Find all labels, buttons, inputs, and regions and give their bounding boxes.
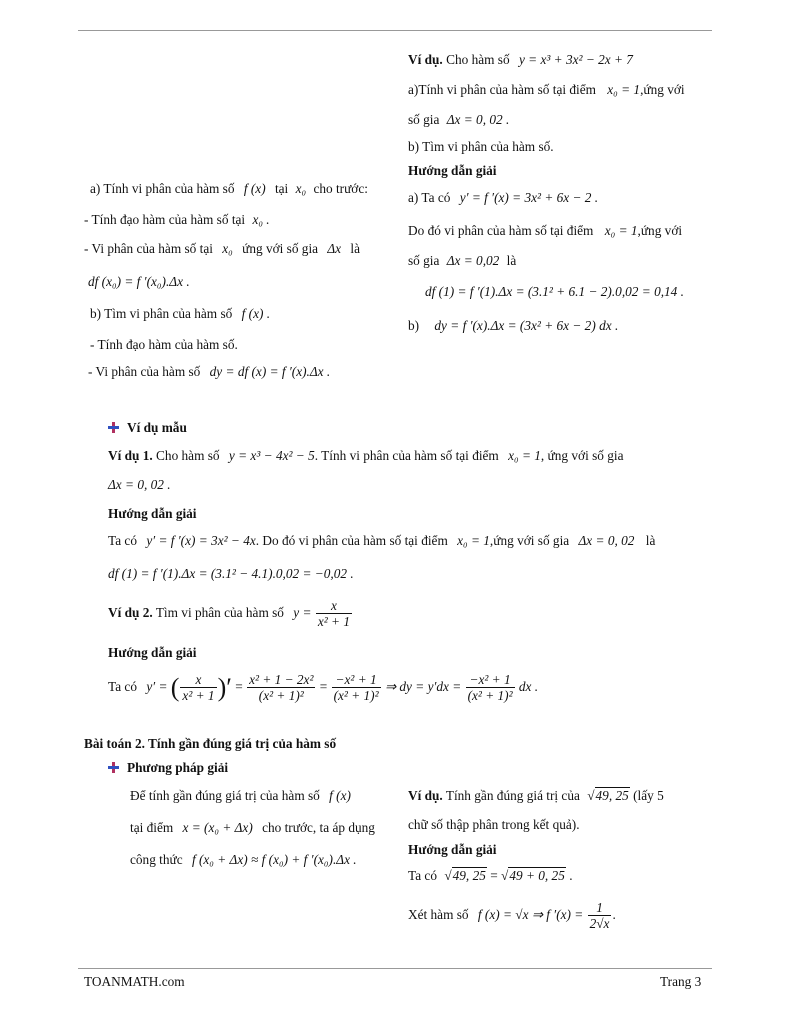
fraction [247, 672, 315, 704]
math: Δx = 0, 02 [578, 533, 635, 548]
numerator: 1 [588, 900, 612, 916]
text: Tìm vi phân của hàm số [155, 604, 284, 620]
ex1-dx [108, 477, 171, 493]
ex1-statement [108, 448, 708, 464]
math: dy = df (x) = f ′(x).Δx . [209, 364, 331, 379]
footer-site: TOANMATH.com [84, 974, 185, 989]
math: = [235, 678, 243, 694]
left-l2 [84, 241, 360, 257]
section-bai-toan-2: Bài toán 2. Tính gần đúng giá trị của hàm số [84, 736, 337, 751]
numerator: −x² + 1 [332, 672, 381, 688]
example-label: Ví dụ. [408, 52, 443, 67]
fraction [316, 598, 352, 630]
math: Δx = 0, 02 . [446, 112, 510, 127]
text: - Vi phân của hàm số [88, 364, 201, 379]
text: tại [274, 181, 289, 196]
denominator: x² + 1 [182, 688, 215, 704]
text: cho trước, ta áp dụng [262, 820, 375, 835]
math: f (x) [243, 181, 266, 196]
pp-right-guide: Hướng dẫn giải [408, 842, 497, 857]
right-sol-dodo [408, 223, 682, 239]
paren: )′ [217, 672, 232, 702]
math: df (1) = f ′(1).Δx = (3.1² + 6.1 − 2).0,02 = 0,14 . [425, 284, 684, 299]
text: tại điểm [130, 820, 174, 835]
math: x₀ = 1 [508, 448, 541, 463]
ex1-sol1 [108, 533, 655, 549]
pp-right-l3 [408, 868, 573, 884]
right-part-a-line1 [408, 82, 685, 98]
bullet-icon [108, 422, 119, 433]
text: . Tính vi phân của hàm số tại điểm [314, 448, 499, 463]
math: y′ = [146, 678, 168, 694]
bullet-icon [108, 762, 119, 773]
math: x₀ . [252, 212, 270, 227]
text: số gia [408, 112, 440, 127]
text: công thức [130, 852, 183, 867]
math: √49, 25 [444, 868, 486, 883]
numerator: x [180, 672, 216, 688]
pp-left-l1 [130, 788, 351, 804]
fraction [466, 672, 515, 704]
denominator: x² + 1 [317, 614, 350, 630]
text: ứng với số gia [242, 241, 319, 256]
fraction [588, 900, 612, 932]
text: Để tính gần đúng giá trị của hàm số [130, 788, 320, 803]
math: Δx = 0, 02 . [108, 477, 171, 492]
text: Ví dụ mẫu [127, 420, 187, 435]
label: Ví dụ. [408, 788, 443, 803]
section-phuong-phap [108, 760, 228, 776]
numerator: x² + 1 − 2x² [249, 672, 314, 687]
math: f (x) . [241, 306, 271, 321]
text: Phương pháp giải [127, 760, 229, 775]
text: (lấy 5 [633, 788, 664, 803]
math: f (x₀ + Δx) ≈ f (x₀) + f ′(x₀).Δx . [191, 852, 357, 867]
math: 49, 25 [595, 788, 629, 803]
text: Ta có [108, 678, 137, 694]
math: = [319, 678, 328, 694]
denominator: (x² + 1)² [258, 688, 304, 704]
math: x₀ = 1 [607, 82, 641, 97]
math: ⇒ dy = y′dx = [384, 678, 462, 694]
text: ,ứng với số gia [489, 533, 570, 548]
text: Ta có [108, 533, 137, 548]
text: ,ứng với [640, 82, 685, 97]
right-guide-heading: Hướng dẫn giải [408, 163, 497, 178]
right-part-b: b) Tìm vi phân của hàm số. [408, 139, 554, 154]
left-l3 [88, 274, 190, 290]
math: . [569, 868, 573, 883]
ex1-sol2 [108, 566, 354, 582]
pp-right-l2: chữ số thập phân trong kết quả). [408, 817, 580, 832]
text: a)Tính vi phân của hàm số tại điểm [408, 82, 596, 97]
ex2-solution [108, 672, 538, 704]
math: = [490, 868, 498, 883]
fraction [180, 672, 216, 704]
right-sol-a [408, 190, 598, 206]
text: ,ứng với [637, 223, 683, 238]
ex1-guide: Hướng dẫn giải [108, 506, 197, 521]
math: Δx [327, 241, 342, 256]
text: là [506, 253, 517, 268]
math: x₀ [295, 181, 307, 196]
text: số gia [408, 253, 440, 268]
denominator: (x² + 1)² [467, 688, 513, 704]
text: Xét hàm số [408, 906, 469, 922]
denominator: (x² + 1)² [333, 688, 379, 704]
left-b-line [90, 306, 270, 322]
math: df (1) = f ′(1).Δx = (3.1² − 4.1).0,02 = −0,02 . [108, 566, 354, 581]
math: x₀ = 1 [457, 533, 490, 548]
math: x₀ = 1 [604, 223, 638, 238]
right-sol-b [408, 318, 618, 334]
text: . Do đó vi phân của hàm số tại điểm [255, 533, 448, 548]
numerator: x [316, 598, 352, 614]
left-l1 [84, 212, 270, 228]
text: Ta có [408, 868, 437, 883]
math: 49 + 0, 25 [509, 868, 565, 883]
right-example-heading [408, 52, 633, 68]
math: x = (x₀ + Δx) [182, 820, 253, 835]
text: là [350, 241, 361, 256]
pp-right-l4 [408, 900, 616, 932]
text: b) [408, 318, 420, 333]
left-a-line [90, 181, 368, 197]
ex2-guide: Hướng dẫn giải [108, 645, 197, 660]
label: Ví dụ 2. [108, 604, 153, 620]
left-l5 [88, 364, 330, 380]
text: Tính gần đúng giá trị của [445, 788, 580, 803]
footer-page-number: Trang 3 [660, 974, 702, 989]
right-sol-df [425, 284, 684, 300]
right-part-a-line2 [408, 112, 509, 128]
label: Ví dụ 1. [108, 448, 153, 463]
text: b) Tìm vi phân của hàm số [90, 306, 233, 321]
footer-rule [78, 968, 712, 969]
math: . [612, 906, 616, 922]
pp-left-l3 [130, 852, 357, 868]
right-sol-sogia [408, 253, 516, 269]
text: a) Ta có [408, 190, 451, 205]
text: , ứng với số gia [540, 448, 624, 463]
text: - Tính đạo hàm của hàm số tại [84, 212, 246, 227]
math: f (x) = √x ⇒ f ′(x) = [477, 906, 584, 922]
math: f (x) [329, 788, 351, 803]
left-l4: - Tính đạo hàm của hàm số. [90, 337, 238, 352]
math: 49, 25 [452, 868, 486, 883]
ex2-statement [108, 598, 353, 630]
paren: ( [170, 672, 180, 702]
text: cho trước: [313, 181, 368, 196]
example-text: Cho hàm số [446, 52, 510, 67]
numerator: −x² + 1 [466, 672, 515, 688]
header-rule [78, 30, 712, 31]
text: là [645, 533, 656, 548]
section-vidu-mau [108, 420, 187, 436]
fraction [332, 672, 381, 704]
math: y = x³ − 4x² − 5 [228, 448, 315, 463]
math: y = [293, 604, 312, 620]
math: dx . [518, 678, 539, 694]
text: a) Tính vi phân của hàm số [90, 181, 235, 196]
math: √49 + 0, 25 [501, 868, 565, 883]
text: Do đó vi phân của hàm số tại điểm [408, 223, 594, 238]
math: df (x₀) = f ′(x₀).Δx . [88, 274, 190, 289]
pp-right-l1 [408, 788, 664, 804]
math: dy = f ′(x).Δx = (3x² + 6x − 2) dx . [434, 318, 619, 333]
text: - Vi phân của hàm số tại [84, 241, 213, 256]
math: y′ = f ′(x) = 3x² + 6x − 2 . [459, 190, 599, 205]
math: x₀ [222, 241, 233, 256]
denominator: 2√x [589, 916, 610, 932]
math: √49, 25 [587, 788, 629, 803]
pp-left-l2 [130, 820, 375, 836]
math: y′ = f ′(x) = 3x² − 4x [146, 533, 256, 548]
math: Δx = 0,02 [446, 253, 500, 268]
example-formula: y = x³ + 3x² − 2x + 7 [518, 52, 633, 67]
text: Cho hàm số [156, 448, 220, 463]
